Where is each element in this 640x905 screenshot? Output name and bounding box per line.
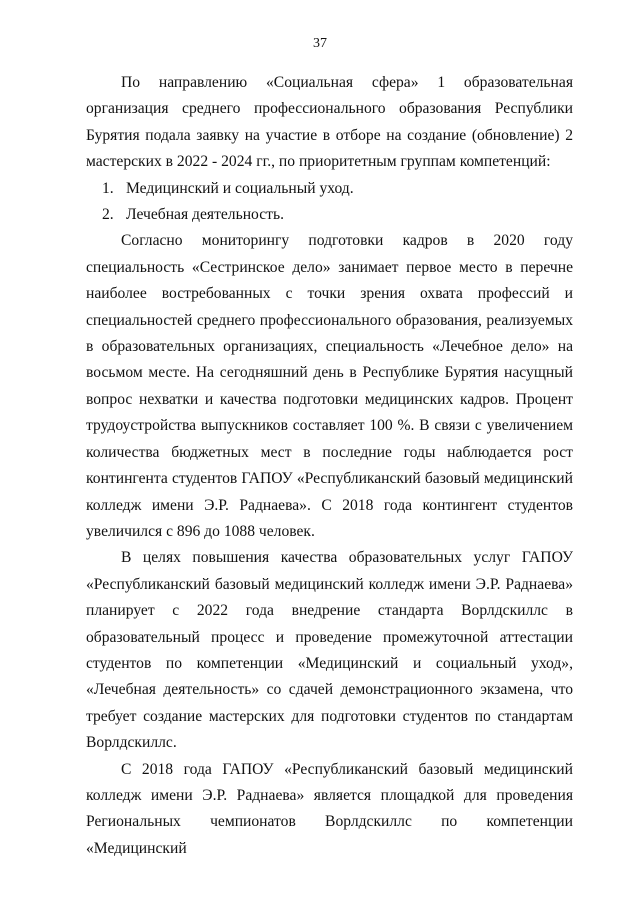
list-item (86, 202, 573, 228)
list-item-text: Лечебная деятельность. (126, 206, 284, 224)
list-item-text: Медицинский и социальный уход. (126, 179, 354, 197)
document-body (86, 70, 573, 862)
list-item-number: 1. (102, 179, 114, 197)
paragraph-quality-goals: В целях повышения качества образовательных услуг ГАПОУ «Республиканский базовый медицинский колледж имени Э.Р. Раднаева» планирует с 2022 года внедрение стандарта Ворлдскиллс в образовательный процесс и проведение промежуточной аттестации студентов по компетенции «Медицинский и социальный уход», «Лечебная деятельность» со сдачей демонстрационного экзамена, что требует создание мастерских для подготовки студентов по стандартам Ворлдскиллс. (86, 549, 573, 752)
page-number: 37 (313, 36, 327, 51)
paragraph-championships: С 2018 года ГАПОУ «Республиканский базовый медицинский колледж имени Э.Р. Раднаева» является площадкой для проведения Региональных чемпионатов Ворлдскиллс по компетенции «Медицинский (86, 760, 573, 857)
list-item-number: 2. (102, 206, 114, 224)
competency-list (86, 176, 573, 229)
paragraph-social-sphere: По направлению «Социальная сфера» 1 образовательная организация среднего профессионального образования Республики Бурятия подала заявку на участие в отборе на создание (обновление) 2 мастерских в 2022 - 2024 гг., по приоритетным группам компетенций: (86, 74, 573, 171)
paragraph-monitoring: Согласно мониторингу подготовки кадров в 2020 году специальность «Сестринское дело» занимает первое место в перечне наиболее востребованных с точки зрения охвата профессий и специальностей среднего профессионального образования, реализуемых в образовательных организациях, специальность «Лечебное дело» на восьмом месте. На сегодняшний день в Республике Бурятия насущный вопрос нехватки и качества подготовки медицинских кадров. Процент трудоустройства выпускников составляет 100 %. В связи с увеличением количества бюджетных мест в последние годы наблюдается рост контингента студентов ГАПОУ «Республиканский базовый медицинский колледж имени Э.Р. Раднаева». С 2018 года контингент студентов увеличился с 896 до 1088 человек. (86, 232, 573, 540)
list-item (86, 176, 573, 202)
